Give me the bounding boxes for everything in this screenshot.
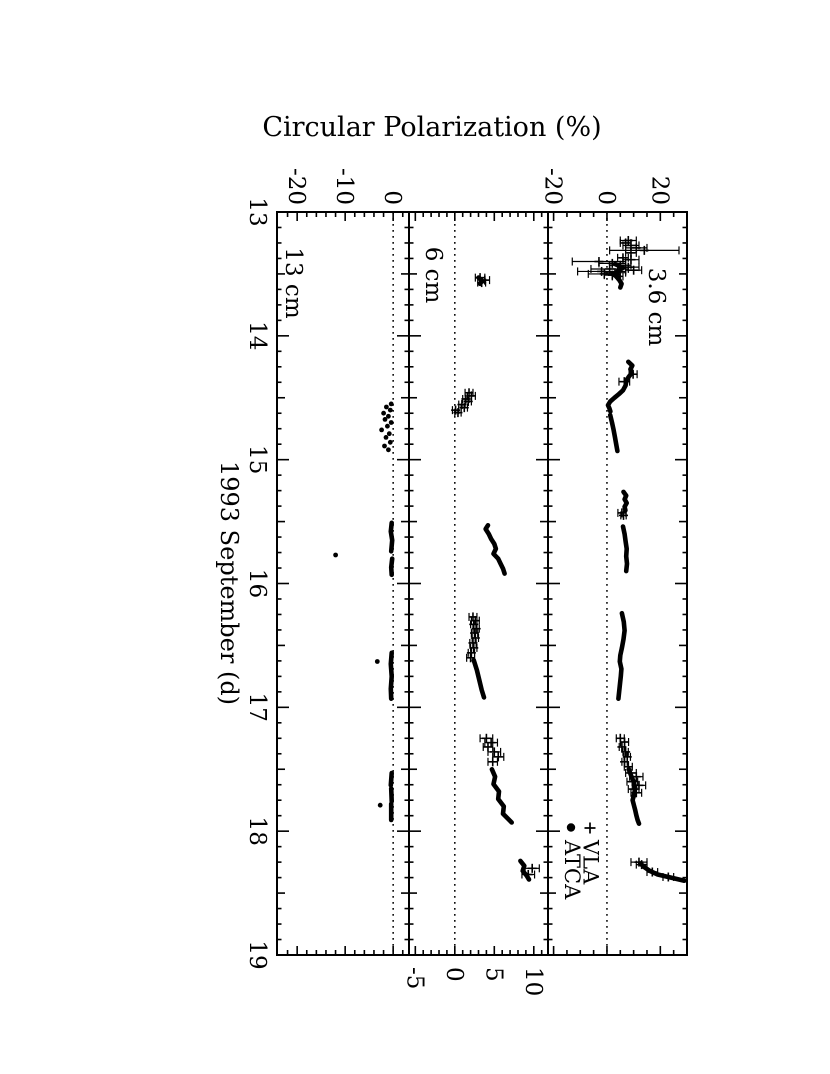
value-tick-labels-13cm — [283, 168, 405, 205]
value-tick-label: 10 — [519, 967, 546, 997]
series-atca-chain — [610, 415, 617, 451]
value-ticks-13cm — [288, 212, 403, 955]
day-tick-label: 15 — [244, 445, 270, 475]
value-tick-label: 20 — [646, 175, 673, 205]
day-tick-label: 17 — [244, 692, 270, 722]
panel-6cm — [401, 212, 548, 996]
series-atca-chain — [391, 773, 392, 785]
value-tick-label: 0 — [379, 190, 406, 205]
day-tick-label: 16 — [244, 568, 270, 599]
series-atca-chain — [391, 788, 392, 801]
value-tick-label: 0 — [593, 190, 619, 205]
value-tick-label: -5 — [401, 967, 428, 990]
series-atca-chain — [474, 660, 484, 697]
series-atca-chain — [608, 362, 632, 412]
series-atca-chain — [391, 523, 392, 552]
series-atca-chain — [486, 525, 505, 573]
day-ticks-13cm — [277, 227, 409, 939]
series-atca-dot — [333, 402, 393, 808]
legend-vla-plus-icon — [585, 823, 596, 834]
series-atca-chain — [618, 613, 624, 699]
series-vla-plus — [610, 236, 679, 257]
plot-area — [244, 168, 687, 996]
series-vla-plus — [480, 734, 504, 767]
legend-atca-label: ATCA — [560, 840, 584, 900]
value-tick-label: -20 — [539, 167, 566, 205]
data-13cm — [333, 402, 393, 821]
panel-label-13cm: 13 cm — [280, 247, 306, 319]
series-atca-chain — [479, 278, 483, 284]
day-tick-label: 18 — [244, 816, 270, 846]
legend — [560, 823, 603, 901]
value-tick-label: 5 — [480, 967, 507, 982]
legend-atca-dot-icon — [567, 823, 575, 831]
panel-label-6cm: 6 cm — [420, 246, 446, 304]
legend-vla-label: VLA — [578, 840, 603, 885]
value-tick-label: -10 — [331, 167, 358, 205]
x-axis-label: 1993 September (d) — [215, 460, 243, 706]
day-ticks-6cm — [409, 227, 548, 939]
frame-13cm — [277, 212, 409, 955]
day-tick-label: 14 — [244, 321, 270, 351]
series-atca-chain — [623, 527, 627, 572]
value-tick-label: -20 — [283, 167, 310, 205]
day-tick-labels — [244, 197, 270, 969]
series-atca-chain — [492, 769, 512, 822]
value-ticks-6cm — [415, 212, 541, 955]
panel-label-3_6cm: 3.6 cm — [643, 267, 669, 347]
day-tick-label: 13 — [244, 197, 270, 227]
data-6cm — [451, 273, 539, 879]
day-tick-label: 19 — [244, 940, 270, 970]
series-atca-chain — [391, 653, 392, 699]
value-tick-label: 0 — [440, 967, 467, 982]
series-atca-chain — [391, 559, 392, 575]
value-tick-labels-6cm — [401, 967, 546, 996]
series-vla-plus — [522, 864, 539, 879]
series-vla-plus — [466, 612, 481, 662]
series-atca-chain — [624, 492, 627, 511]
frame-6cm — [409, 212, 548, 955]
series-vla-plus — [616, 734, 646, 797]
value-tick-labels-3.6cm — [540, 168, 673, 205]
series-vla-plus — [617, 508, 628, 519]
chart-title: Circular Polarization (%) — [262, 112, 602, 143]
